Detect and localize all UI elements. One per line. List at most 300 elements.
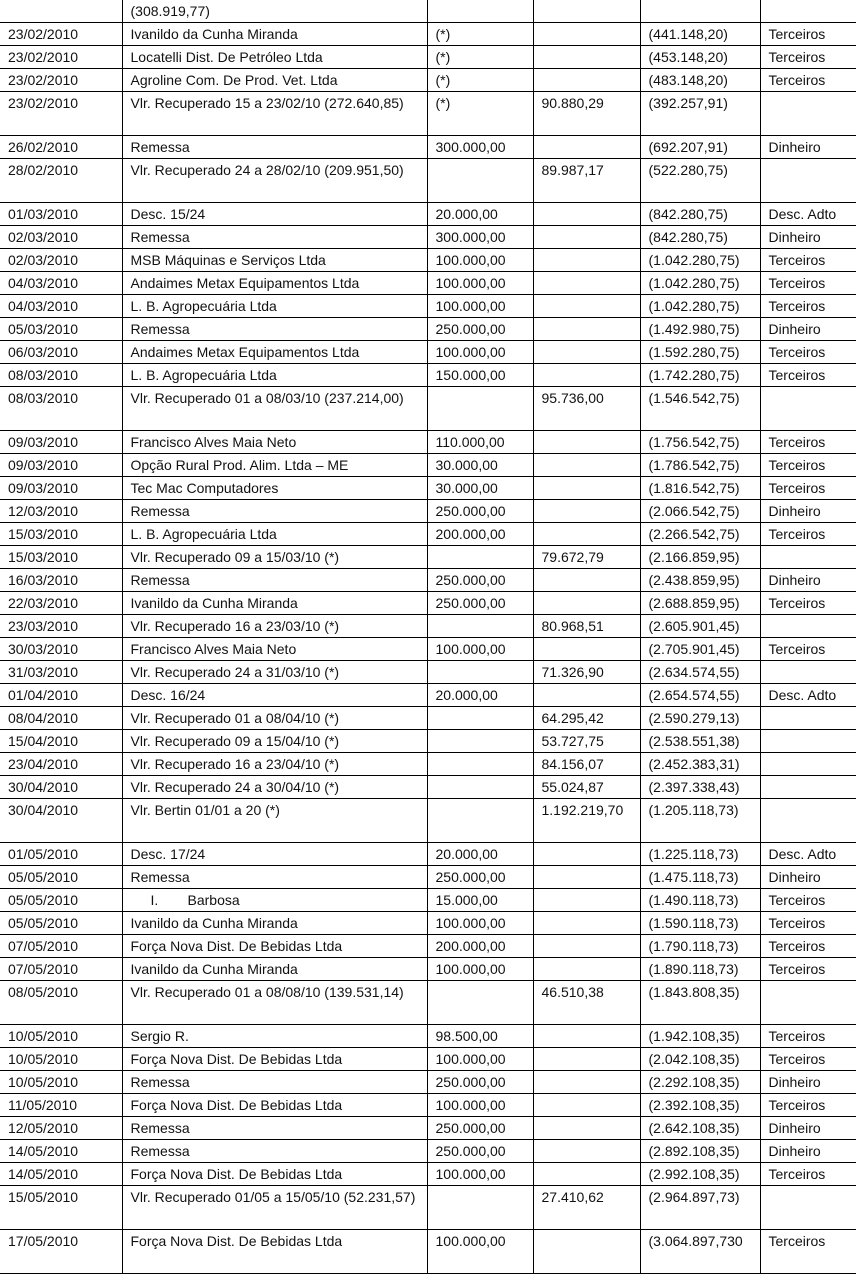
entry-type: Terceiros (760, 523, 856, 546)
entry-debit: 100.000,00 (427, 272, 533, 295)
entry-credit: 27.410,62 (533, 1186, 640, 1230)
entry-date: 08/03/2010 (0, 364, 122, 387)
entry-credit (533, 592, 640, 615)
entry-debit: (*) (427, 92, 533, 136)
entry-debit (427, 661, 533, 684)
entry-credit: 79.672,79 (533, 546, 640, 569)
entry-date: 30/03/2010 (0, 638, 122, 661)
entry-type: Terceiros (760, 341, 856, 364)
table-row (0, 454, 856, 477)
entry-debit (427, 981, 533, 1025)
entry-date: 14/05/2010 (0, 1140, 122, 1163)
entry-debit: 100.000,00 (427, 295, 533, 318)
entry-credit (533, 23, 640, 46)
entry-balance: (3.064.897,730 (640, 1230, 760, 1274)
entry-balance: (2.392.108,35) (640, 1094, 760, 1117)
entry-balance: (2.452.383,31) (640, 753, 760, 776)
entry-description: Vlr. Recuperado 01 a 08/03/10 (237.214,00) (122, 387, 427, 431)
entry-date: 10/05/2010 (0, 1048, 122, 1071)
entry-credit (533, 1048, 640, 1071)
entry-credit (533, 912, 640, 935)
entry-date: 23/04/2010 (0, 753, 122, 776)
entry-credit (533, 477, 640, 500)
entry-balance: (2.688.859,95) (640, 592, 760, 615)
entry-date: 17/05/2010 (0, 1230, 122, 1274)
entry-date: 15/05/2010 (0, 1186, 122, 1230)
entry-type: Terceiros (760, 1025, 856, 1048)
entry-description: Remessa (122, 1117, 427, 1140)
table-row (0, 912, 856, 935)
entry-date: 08/03/2010 (0, 387, 122, 431)
entry-debit (427, 387, 533, 431)
entry-date: 15/03/2010 (0, 546, 122, 569)
entry-credit: 1.192.219,70 (533, 799, 640, 843)
entry-date: 23/03/2010 (0, 615, 122, 638)
entry-balance: (2.992.108,35) (640, 1163, 760, 1186)
table-row (0, 249, 856, 272)
entry-description: Remessa (122, 226, 427, 249)
entry-type: Dinheiro (760, 866, 856, 889)
entry-debit: 100.000,00 (427, 638, 533, 661)
entry-balance: (441.148,20) (640, 23, 760, 46)
entry-debit: 20.000,00 (427, 843, 533, 866)
entry-date: 06/03/2010 (0, 341, 122, 364)
entry-credit: 80.968,51 (533, 615, 640, 638)
table-row (0, 684, 856, 707)
table-row (0, 1094, 856, 1117)
entry-type (760, 799, 856, 843)
entry-date: 23/02/2010 (0, 23, 122, 46)
entry-balance: (2.964.897,73) (640, 1186, 760, 1230)
entry-balance: (1.492.980,75) (640, 318, 760, 341)
entry-type: Terceiros (760, 272, 856, 295)
entry-date: 30/04/2010 (0, 799, 122, 843)
entry-description: Andaimes Metax Equipamentos Ltda (122, 341, 427, 364)
entry-balance: (842.280,75) (640, 203, 760, 226)
entry-credit (533, 1117, 640, 1140)
entry-balance: (2.166.859,95) (640, 546, 760, 569)
entry-credit (533, 364, 640, 387)
entry-debit: 15.000,00 (427, 889, 533, 912)
table-row (0, 92, 856, 136)
entry-balance: (2.066.542,75) (640, 500, 760, 523)
table-row (0, 958, 856, 981)
table-row (0, 1117, 856, 1140)
table-row (0, 318, 856, 341)
entry-credit (533, 569, 640, 592)
entry-description: Agroline Com. De Prod. Vet. Ltda (122, 69, 427, 92)
entry-date: 23/02/2010 (0, 46, 122, 69)
entry-description: Remessa (122, 569, 427, 592)
entry-type: Dinheiro (760, 569, 856, 592)
entry-credit: 90.880,29 (533, 92, 640, 136)
entry-credit (533, 1071, 640, 1094)
table-row (0, 1186, 856, 1230)
entry-date: 22/03/2010 (0, 592, 122, 615)
entry-credit: 64.295,42 (533, 707, 640, 730)
entry-balance: (2.705.901,45) (640, 638, 760, 661)
entry-description: MSB Máquinas e Serviços Ltda (122, 249, 427, 272)
table-row (0, 295, 856, 318)
table-row (0, 546, 856, 569)
entry-debit (427, 753, 533, 776)
entry-date: 12/05/2010 (0, 1117, 122, 1140)
table-row (0, 341, 856, 364)
entry-balance: (1.042.280,75) (640, 249, 760, 272)
list-marker: I. (150, 892, 159, 908)
entry-balance: (2.605.901,45) (640, 615, 760, 638)
entry-date: 23/02/2010 (0, 69, 122, 92)
entry-date: 05/05/2010 (0, 889, 122, 912)
entry-description: Remessa (122, 1140, 427, 1163)
entry-description: Remessa (122, 1071, 427, 1094)
entry-credit (533, 136, 640, 159)
entry-credit (533, 958, 640, 981)
entry-debit: (*) (427, 46, 533, 69)
entry-balance: (2.538.551,38) (640, 730, 760, 753)
entry-type (760, 546, 856, 569)
entry-balance: (1.546.542,75) (640, 387, 760, 431)
entry-credit (533, 203, 640, 226)
entry-balance: (2.292.108,35) (640, 1071, 760, 1094)
entry-date: 30/04/2010 (0, 776, 122, 799)
entry-debit: 30.000,00 (427, 454, 533, 477)
entry-credit (533, 341, 640, 364)
entry-description: Vlr. Recuperado 09 a 15/03/10 (*) (122, 546, 427, 569)
entry-type: Terceiros (760, 1163, 856, 1186)
entry-credit (533, 843, 640, 866)
entry-type: Dinheiro (760, 226, 856, 249)
entry-debit: (*) (427, 69, 533, 92)
entry-description: Vlr. Recuperado 16 a 23/03/10 (*) (122, 615, 427, 638)
entry-credit: 46.510,38 (533, 981, 640, 1025)
entry-debit: 250.000,00 (427, 1140, 533, 1163)
entry-description: Desc. 17/24 (122, 843, 427, 866)
entry-type (760, 0, 856, 23)
entry-debit: 250.000,00 (427, 1071, 533, 1094)
entry-type: Terceiros (760, 23, 856, 46)
entry-debit: 100.000,00 (427, 341, 533, 364)
entry-date: 02/03/2010 (0, 226, 122, 249)
entry-balance: (1.742.280,75) (640, 364, 760, 387)
entry-credit (533, 226, 640, 249)
entry-balance: (1.205.118,73) (640, 799, 760, 843)
table-row (0, 500, 856, 523)
table-row (0, 477, 856, 500)
entry-type: Terceiros (760, 935, 856, 958)
entry-debit (427, 159, 533, 203)
entry-balance: (1.475.118,73) (640, 866, 760, 889)
entry-debit (427, 615, 533, 638)
entry-balance: (1.592.280,75) (640, 341, 760, 364)
entry-balance: (2.397.338,43) (640, 776, 760, 799)
entry-debit: 250.000,00 (427, 500, 533, 523)
entry-date: 09/03/2010 (0, 477, 122, 500)
entry-balance: (1.843.808,35) (640, 981, 760, 1025)
entry-debit (427, 546, 533, 569)
entry-date: 05/03/2010 (0, 318, 122, 341)
entry-description: Vlr. Recuperado 24 a 28/02/10 (209.951,50) (122, 159, 427, 203)
entry-debit: 250.000,00 (427, 592, 533, 615)
entry-debit (427, 1186, 533, 1230)
entry-balance: (2.642.108,35) (640, 1117, 760, 1140)
entry-date: 11/05/2010 (0, 1094, 122, 1117)
entry-debit: 110.000,00 (427, 431, 533, 454)
entry-debit: 300.000,00 (427, 226, 533, 249)
entry-description: Sergio R. (122, 1025, 427, 1048)
entry-debit: 200.000,00 (427, 935, 533, 958)
entry-description: Locatelli Dist. De Petróleo Ltda (122, 46, 427, 69)
entry-date: 05/05/2010 (0, 866, 122, 889)
entry-credit (533, 1094, 640, 1117)
entry-date (0, 0, 122, 23)
entry-balance: (2.634.574,55) (640, 661, 760, 684)
entry-description: L. B. Agropecuária Ltda (122, 364, 427, 387)
entry-debit: 20.000,00 (427, 684, 533, 707)
entry-date: 09/03/2010 (0, 454, 122, 477)
entry-balance: (522.280,75) (640, 159, 760, 203)
entry-date: 10/05/2010 (0, 1071, 122, 1094)
entry-debit: 20.000,00 (427, 203, 533, 226)
entry-type (760, 159, 856, 203)
entry-date: 16/03/2010 (0, 569, 122, 592)
entry-debit: 250.000,00 (427, 318, 533, 341)
entry-type: Terceiros (760, 69, 856, 92)
table-row (0, 1071, 856, 1094)
entry-description: Força Nova Dist. De Bebidas Ltda (122, 1048, 427, 1071)
entry-type (760, 730, 856, 753)
entry-credit (533, 684, 640, 707)
entry-credit: 89.987,17 (533, 159, 640, 203)
entry-credit (533, 935, 640, 958)
entry-balance: (2.590.279,13) (640, 707, 760, 730)
entry-debit (427, 799, 533, 843)
entry-type: Desc. Adto (760, 684, 856, 707)
entry-type: Terceiros (760, 249, 856, 272)
entry-description: Ivanildo da Cunha Miranda (122, 958, 427, 981)
entry-debit: 150.000,00 (427, 364, 533, 387)
entry-description: Opção Rural Prod. Alim. Ltda – ME (122, 454, 427, 477)
entry-description: Francisco Alves Maia Neto (122, 431, 427, 454)
entry-type (760, 387, 856, 431)
entry-type: Desc. Adto (760, 203, 856, 226)
entry-date: 14/05/2010 (0, 1163, 122, 1186)
entry-credit (533, 866, 640, 889)
entry-credit (533, 295, 640, 318)
entry-type: Dinheiro (760, 136, 856, 159)
entry-description: Vlr. Recuperado 01/05 a 15/05/10 (52.231,57) (122, 1186, 427, 1230)
entry-date: 15/03/2010 (0, 523, 122, 546)
entry-credit (533, 249, 640, 272)
entry-type: Terceiros (760, 1094, 856, 1117)
entry-credit (533, 431, 640, 454)
table-row (0, 776, 856, 799)
table-row (0, 592, 856, 615)
entry-date: 10/05/2010 (0, 1025, 122, 1048)
entry-date: 12/03/2010 (0, 500, 122, 523)
table-row (0, 1230, 856, 1274)
entry-balance: (1.590.118,73) (640, 912, 760, 935)
entry-type: Dinheiro (760, 1071, 856, 1094)
entry-description: Ivanildo da Cunha Miranda (122, 912, 427, 935)
entry-type: Terceiros (760, 295, 856, 318)
table-row (0, 866, 856, 889)
entry-debit: 100.000,00 (427, 1163, 533, 1186)
table-row (0, 1048, 856, 1071)
table-row (0, 364, 856, 387)
entry-type: Dinheiro (760, 318, 856, 341)
entry-type: Terceiros (760, 1048, 856, 1071)
entry-balance: (1.490.118,73) (640, 889, 760, 912)
entry-date: 28/02/2010 (0, 159, 122, 203)
table-row (0, 981, 856, 1025)
entry-balance: (1.786.542,75) (640, 454, 760, 477)
entry-debit: 30.000,00 (427, 477, 533, 500)
entry-date: 01/05/2010 (0, 843, 122, 866)
entry-debit: 250.000,00 (427, 866, 533, 889)
entry-date: 04/03/2010 (0, 272, 122, 295)
entry-credit: 95.736,00 (533, 387, 640, 431)
table-row (0, 569, 856, 592)
entry-date: 09/03/2010 (0, 431, 122, 454)
table-row (0, 46, 856, 69)
entry-debit (427, 0, 533, 23)
entry-description: Remessa (122, 136, 427, 159)
entry-date: 31/03/2010 (0, 661, 122, 684)
entry-debit: 250.000,00 (427, 569, 533, 592)
entry-balance: (483.148,20) (640, 69, 760, 92)
entry-date: 07/05/2010 (0, 935, 122, 958)
entry-description: Vlr. Recuperado 01 a 08/04/10 (*) (122, 707, 427, 730)
entry-type: Terceiros (760, 889, 856, 912)
entry-type (760, 92, 856, 136)
table-row (0, 226, 856, 249)
table-row (0, 0, 856, 23)
entry-type (760, 707, 856, 730)
entry-description: Tec Mac Computadores (122, 477, 427, 500)
entry-type (760, 1186, 856, 1230)
entry-debit: 100.000,00 (427, 912, 533, 935)
table-row (0, 523, 856, 546)
entry-debit (427, 776, 533, 799)
entry-type: Terceiros (760, 638, 856, 661)
table-row (0, 1163, 856, 1186)
table-row (0, 753, 856, 776)
entry-balance: (1.042.280,75) (640, 272, 760, 295)
entry-credit: 53.727,75 (533, 730, 640, 753)
table-row (0, 1140, 856, 1163)
entry-date: 26/02/2010 (0, 136, 122, 159)
entry-balance: (392.257,91) (640, 92, 760, 136)
entry-date: 05/05/2010 (0, 912, 122, 935)
entry-type: Dinheiro (760, 1140, 856, 1163)
entry-debit: 100.000,00 (427, 1094, 533, 1117)
entry-type: Terceiros (760, 958, 856, 981)
entry-description: Ivanildo da Cunha Miranda (122, 23, 427, 46)
entry-description: Desc. 15/24 (122, 203, 427, 226)
entry-description: Francisco Alves Maia Neto (122, 638, 427, 661)
entry-type: Terceiros (760, 1230, 856, 1274)
table-row (0, 707, 856, 730)
entry-description-text: Barbosa (187, 892, 240, 908)
entry-type: Dinheiro (760, 500, 856, 523)
entry-debit: 250.000,00 (427, 1117, 533, 1140)
entry-date: 23/02/2010 (0, 92, 122, 136)
entry-date: 04/03/2010 (0, 295, 122, 318)
entry-type (760, 753, 856, 776)
table-row (0, 799, 856, 843)
table-row (0, 203, 856, 226)
table-row (0, 1025, 856, 1048)
entry-description: Desc. 16/24 (122, 684, 427, 707)
table-row (0, 272, 856, 295)
table-row (0, 638, 856, 661)
entry-credit (533, 0, 640, 23)
entry-description: Vlr. Recuperado 15 a 23/02/10 (272.640,85) (122, 92, 427, 136)
entry-debit: 300.000,00 (427, 136, 533, 159)
entry-debit (427, 707, 533, 730)
entry-balance: (2.266.542,75) (640, 523, 760, 546)
entry-type: Terceiros (760, 477, 856, 500)
entry-description: L. B. Agropecuária Ltda (122, 295, 427, 318)
entry-credit (533, 272, 640, 295)
entry-credit (533, 1163, 640, 1186)
entry-credit (533, 1025, 640, 1048)
entry-balance: (1.890.118,73) (640, 958, 760, 981)
table-row (0, 730, 856, 753)
entry-description: (308.919,77) (122, 0, 427, 23)
entry-credit (533, 46, 640, 69)
entry-description: L. B. Agropecuária Ltda (122, 523, 427, 546)
entry-credit (533, 638, 640, 661)
table-row (0, 431, 856, 454)
entry-type: Terceiros (760, 912, 856, 935)
table-row (0, 661, 856, 684)
entry-description: Vlr. Recuperado 24 a 31/03/10 (*) (122, 661, 427, 684)
entry-date: 01/03/2010 (0, 203, 122, 226)
entry-credit: 84.156,07 (533, 753, 640, 776)
entry-description: Vlr. Recuperado 16 a 23/04/10 (*) (122, 753, 427, 776)
entry-date: 08/05/2010 (0, 981, 122, 1025)
table-row (0, 23, 856, 46)
entry-description: Força Nova Dist. De Bebidas Ltda (122, 935, 427, 958)
entry-debit: 100.000,00 (427, 249, 533, 272)
entry-balance: (1.816.542,75) (640, 477, 760, 500)
entry-description: Vlr. Recuperado 09 a 15/04/10 (*) (122, 730, 427, 753)
entry-type: Terceiros (760, 592, 856, 615)
entry-balance: (1.790.118,73) (640, 935, 760, 958)
table-row (0, 615, 856, 638)
entry-date: 07/05/2010 (0, 958, 122, 981)
entry-type: Desc. Adto (760, 843, 856, 866)
entry-balance: (453.148,20) (640, 46, 760, 69)
entry-balance: (842.280,75) (640, 226, 760, 249)
entry-description: Força Nova Dist. De Bebidas Ltda (122, 1163, 427, 1186)
entry-description (122, 889, 427, 912)
entry-balance: (2.654.574,55) (640, 684, 760, 707)
entry-credit (533, 1140, 640, 1163)
table-row (0, 935, 856, 958)
entry-balance: (2.042.108,35) (640, 1048, 760, 1071)
entry-debit (427, 730, 533, 753)
entry-type (760, 776, 856, 799)
entry-description: Força Nova Dist. De Bebidas Ltda (122, 1094, 427, 1117)
entry-balance: (1.042.280,75) (640, 295, 760, 318)
entry-debit: 100.000,00 (427, 1230, 533, 1274)
entry-debit: (*) (427, 23, 533, 46)
entry-type (760, 981, 856, 1025)
entry-debit: 100.000,00 (427, 1048, 533, 1071)
